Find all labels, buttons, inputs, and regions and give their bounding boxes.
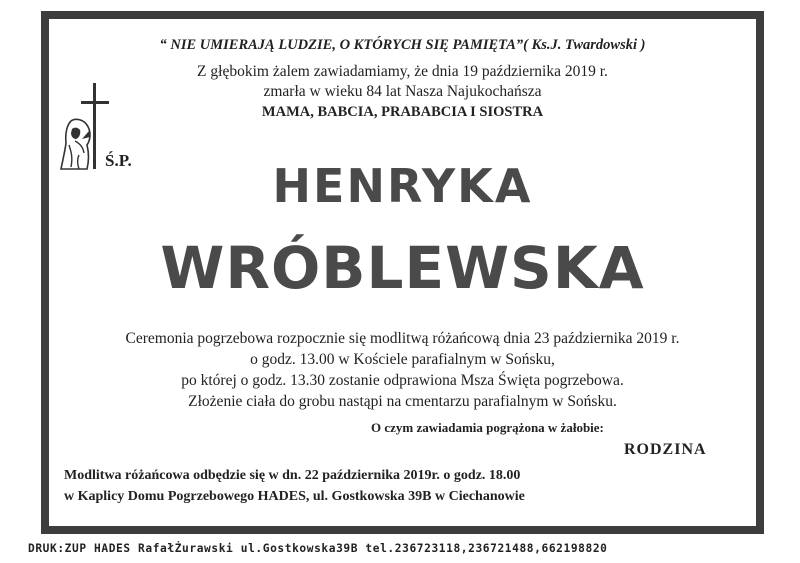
rosary-info-line-1: Modlitwa różańcowa odbędzie się w dn. 22 października 2019r. o godz. 18.00 <box>64 468 521 483</box>
quote-text: “ NIE UMIERAJĄ LUDZIE, O KTÓRYCH SIĘ PAMIĘTA”( Ks.J. Twardowski ) <box>159 37 646 53</box>
obituary-card <box>49 19 756 526</box>
deceased-last-name: WRÓBLEWSKA <box>160 234 645 302</box>
rosary-info-line-2: w Kaplicy Domu Pogrzebowego HADES, ul. Gostkowska 39B w Ciechanowie <box>64 489 525 504</box>
intro-line-1: Z głębokim żalem zawiadamiamy, że dnia 19 października 2019 r. <box>197 63 608 80</box>
ceremony-line-1: Ceremonia pogrzebowa rozpocznie się modlitwą różańcową dnia 23 października 2019 r. <box>125 330 680 347</box>
intro-line-2: zmarła w wieku 84 lat Nasza Najukochańsza <box>263 83 542 100</box>
printer-footer: DRUK:ZUP HADES RafałŻurawski ul.Gostkowska39B tel.236723118,236721488,662198820 <box>28 542 608 555</box>
mourning-notice: O czym zawiadamia pogrążona w żałobie: <box>371 420 604 435</box>
deceased-first-name: HENRYKA <box>272 159 533 213</box>
ceremony-line-2: o godz. 13.00 w Kościele parafialnym w Sońsku, <box>250 351 555 368</box>
family-signature: RODZINA <box>624 441 707 458</box>
sp-abbreviation: Ś.P. <box>105 151 132 170</box>
ceremony-line-4: Złożenie ciała do grobu nastąpi na cmentarzu parafialnym w Sońsku. <box>188 393 617 410</box>
relation-text: MAMA, BABCIA, PRABABCIA I SIOSTRA <box>261 104 544 120</box>
ceremony-line-3: po której o godz. 13.30 zostanie odprawiona Msza Święta pogrzebowa. <box>181 372 624 389</box>
